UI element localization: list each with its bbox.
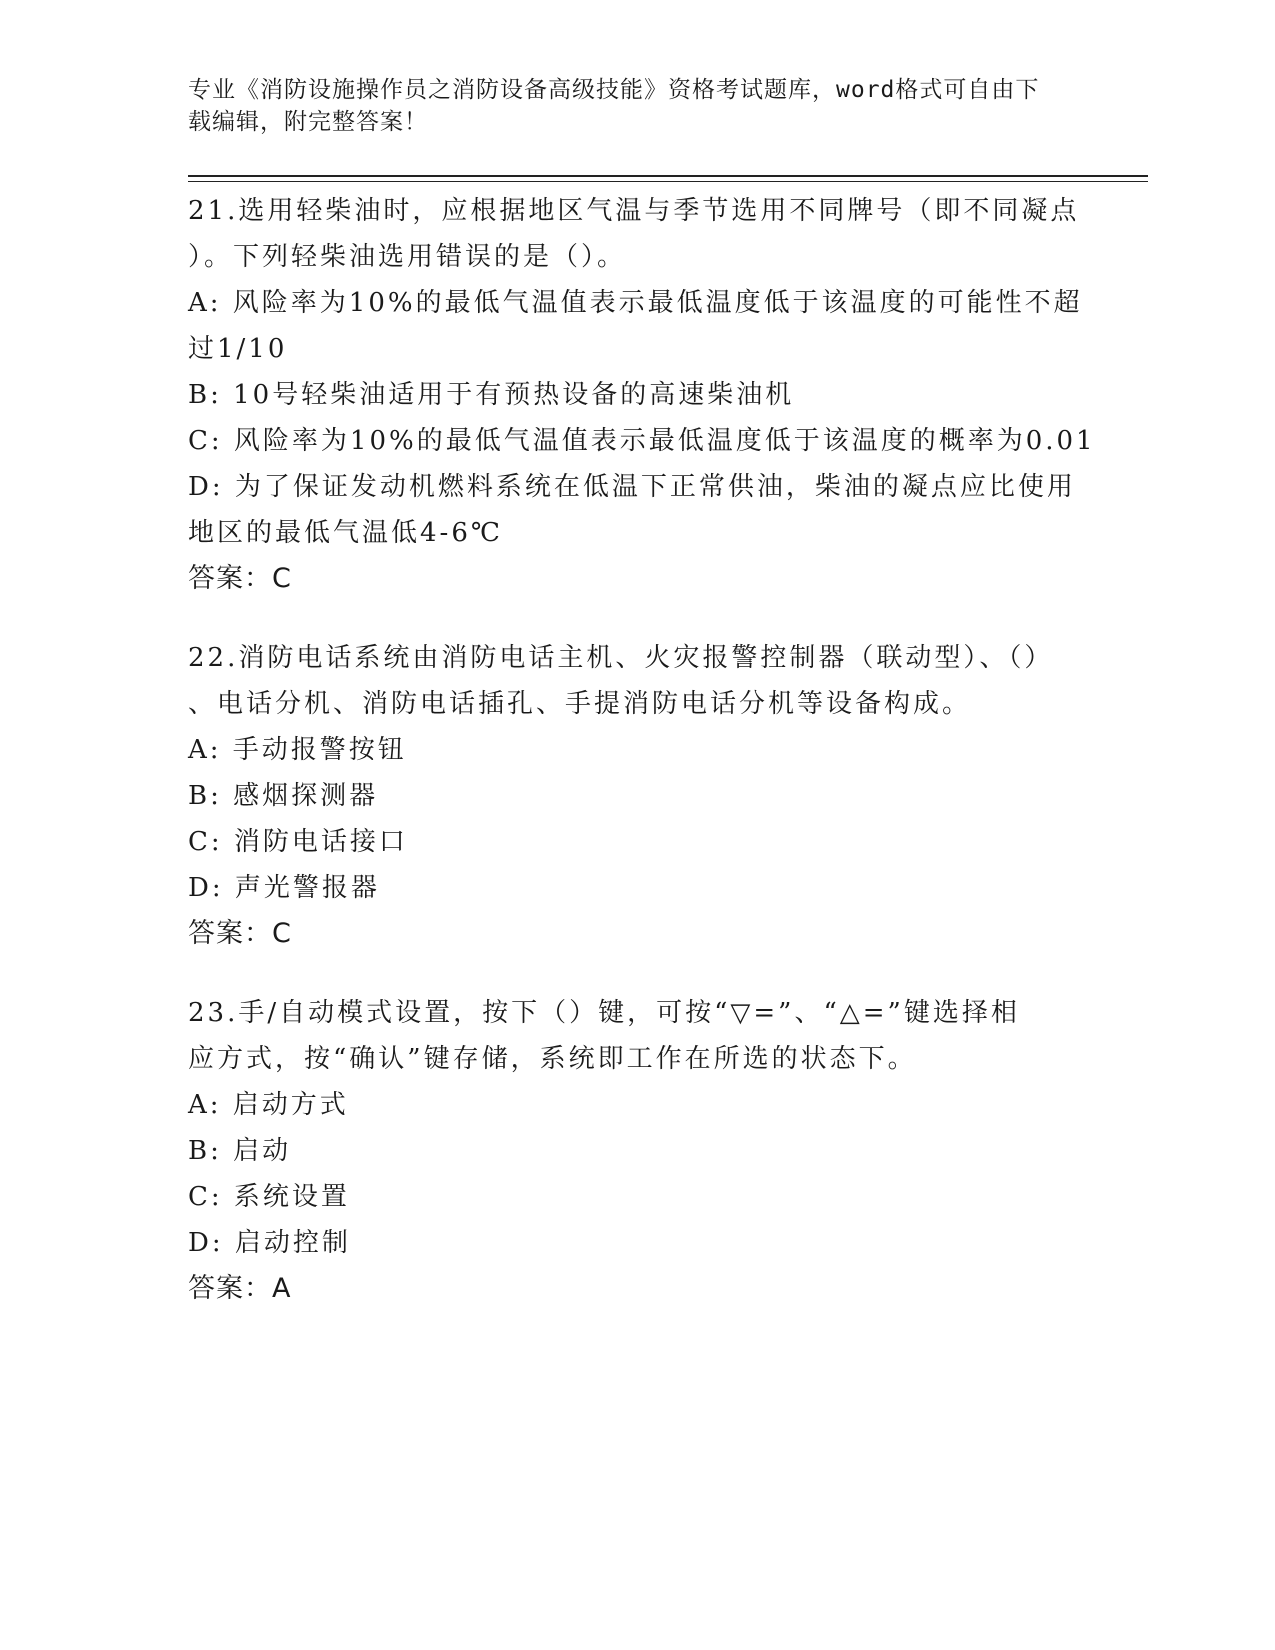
option-line: D: 启动控制 [188,1228,351,1258]
header-line: 载编辑，附完整答案！ [188,109,428,135]
option-line: D: 声光警报器 [188,873,380,903]
option-line: C: 风险率为10%的最低气温值表示最低温度低于该温度的概率为0.01 [188,426,1096,456]
question-stem-line: 21.选用轻柴油时，应根据地区气温与季节选用不同牌号（即不同凝点 [188,196,1080,226]
question-22 [188,635,1068,957]
answer-label: 答案：A [188,1273,292,1304]
question-stem-line: 应方式，按“确认”键存储，系统即工作在所选的状态下。 [188,1044,917,1074]
question-23 [188,990,1068,1312]
option-line: C: 消防电话接口 [188,827,408,857]
option-line: D: 为了保证发动机燃料系统在低温下正常供油，柴油的凝点应比使用 [188,472,1076,502]
question-stem-line: 23.手/自动模式设置，按下（）键，可按“▽=”、“△=”键选择相 [188,998,1020,1028]
option-line: A: 手动报警按钮 [188,735,407,765]
option-line: B: 10号轻柴油适用于有预热设备的高速柴油机 [188,380,795,410]
option-line: B: 感烟探测器 [188,781,379,811]
header-divider-thin [188,181,1148,182]
question-stem-line: ）。下列轻柴油选用错误的是（）。 [188,242,627,272]
question-stem-line: 22.消防电话系统由消防电话主机、火灾报警控制器（联动型）、（） [188,643,1054,673]
question-list [188,188,1096,1345]
header-divider [188,175,1148,177]
option-line: 地区的最低气温低4-6℃ [188,518,503,548]
option-line: 过1/10 [188,334,288,364]
header-line: 专业《消防设施操作员之消防设备高级技能》资格考试题库，word格式可自由下 [188,77,1040,103]
option-line: A: 启动方式 [188,1090,349,1120]
option-line: A: 风险率为10%的最低气温值表示最低温度低于该温度的可能性不超 [188,288,1083,318]
document-header [188,74,1068,138]
answer-label: 答案：C [188,563,292,594]
option-line: B: 启动 [188,1136,292,1166]
answer-label: 答案：C [188,918,292,949]
question-stem-line: 、电话分机、消防电话插孔、手提消防电话分机等设备构成。 [188,689,972,719]
option-line: C: 系统设置 [188,1182,350,1212]
question-21 [188,188,1096,602]
